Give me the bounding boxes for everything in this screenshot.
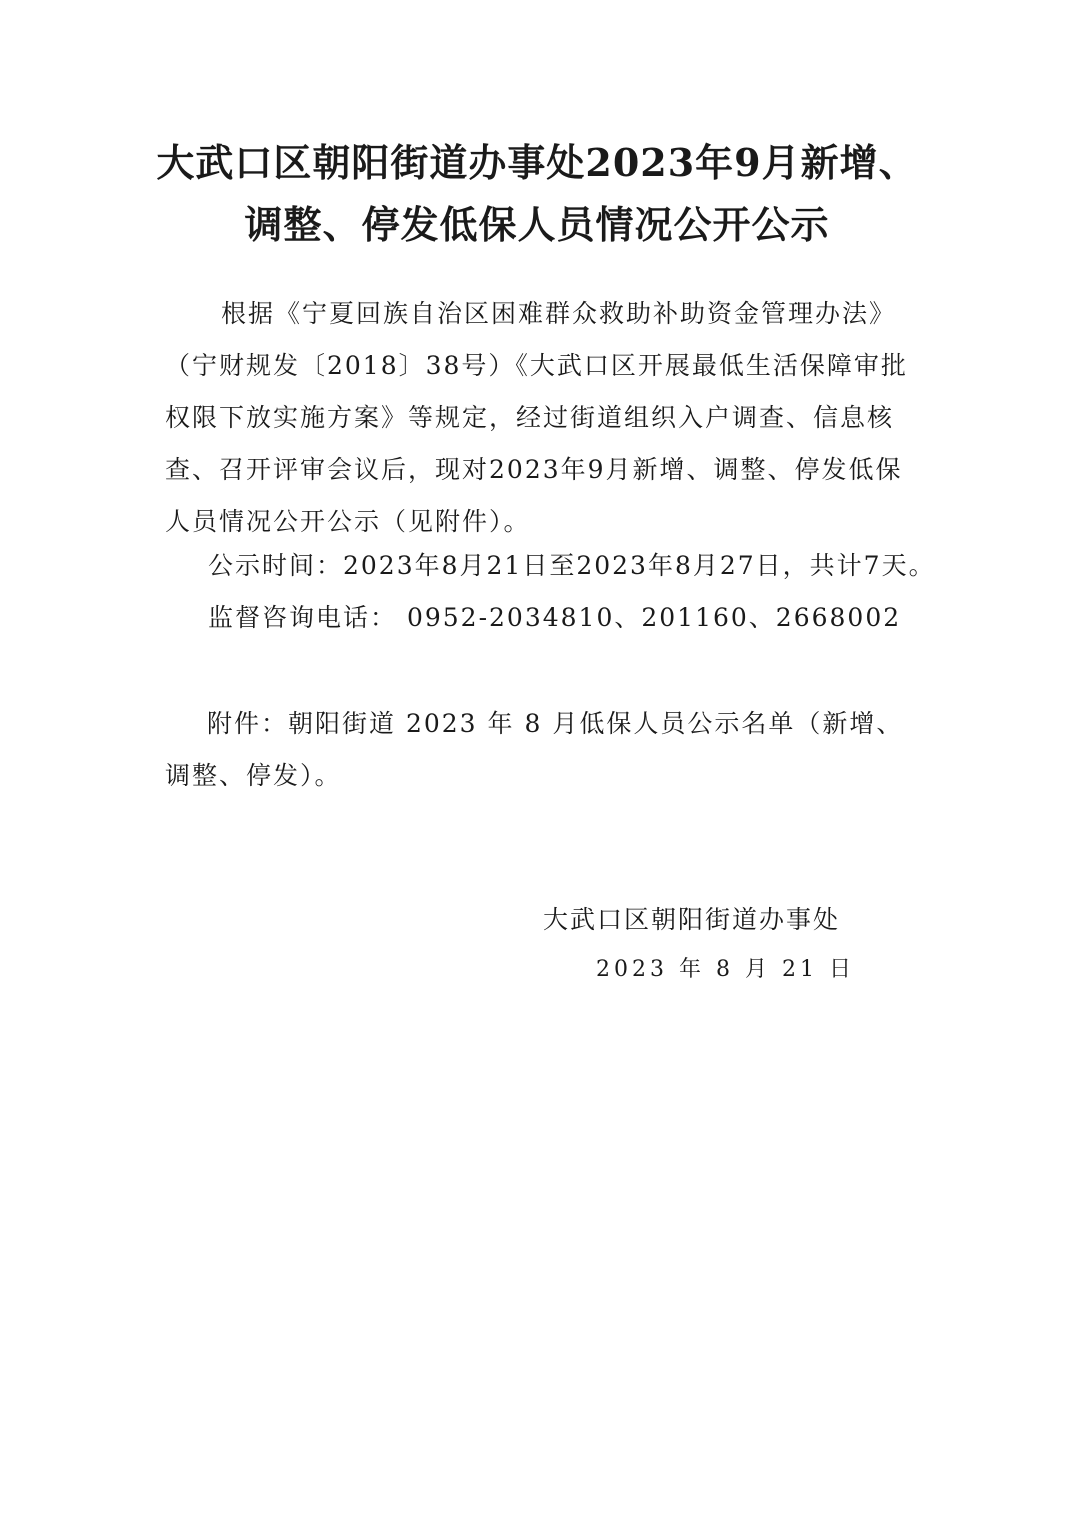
page-title xyxy=(120,132,954,256)
attachment-note xyxy=(165,698,915,802)
title-line-2: 调整、停发低保人员情况公开公示 xyxy=(244,202,830,247)
main-paragraph-text: 根据《宁夏回族自治区困难群众救助补助资金管理办法》（宁财规发〔2018〕38号）《大武口区开展最低生活保障审批权限下放实施方案》等规定，经过街道组织入户调查、信息核查、召开评审会议后，现对2023年9月新增、调整、停发低保人员情况公开公示（见附件）。 xyxy=(165,299,908,536)
attachment-text: 附件：朝阳街道 2023 年 8 月低保人员公示名单（新增、调整、停发）。 xyxy=(165,709,904,790)
publicity-period: 公示时间：2023年8月21日至2023年8月27日，共计7天。 xyxy=(208,551,936,580)
signature-organization: 大武口区朝阳街道办事处 xyxy=(543,905,841,934)
main-paragraph xyxy=(165,288,915,548)
supervision-phone: 监督咨询电话： 0952-2034810、201160、2668002 xyxy=(208,603,902,632)
title-line-1: 大武口区朝阳街道办事处2023年9月新增、 xyxy=(156,140,918,185)
signature-date: 2023 年 8 月 21 日 xyxy=(596,957,855,982)
